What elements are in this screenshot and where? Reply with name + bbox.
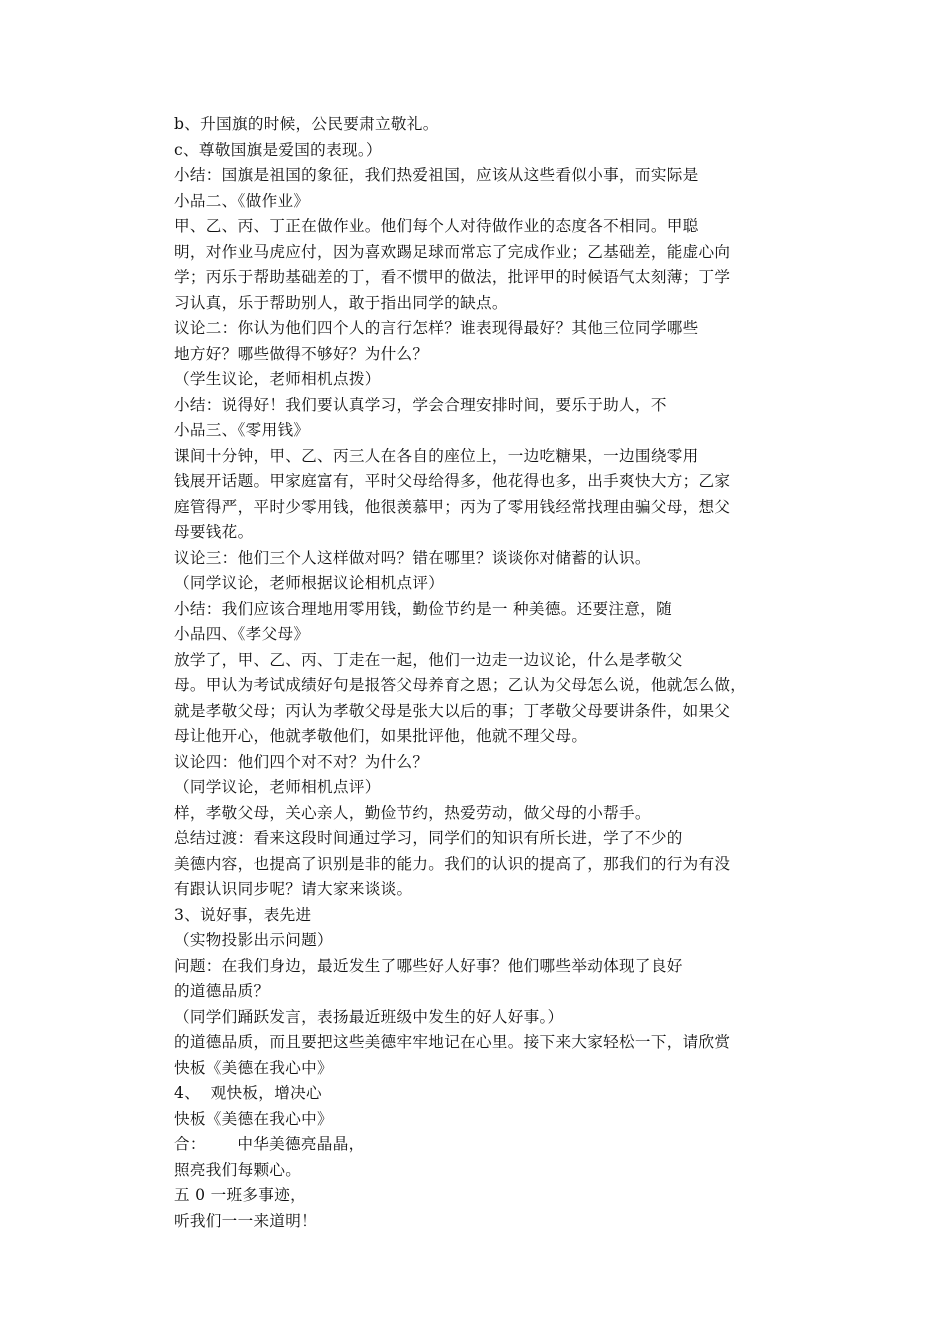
text-line: 议论二：你认为他们四个人的言行怎样？谁表现得最好？其他三位同学哪些 (174, 319, 699, 337)
text-line: 问题：在我们身边，最近发生了哪些好人好事？他们哪些举动体现了良好 (174, 956, 683, 975)
text-line: 地方好？哪些做得不够好？为什么？ (174, 344, 429, 363)
text-line: 有跟认识同步呢？请大家来谈谈。 (174, 880, 413, 898)
text-line: 议论四：他们四个对不对？为什么？ (174, 752, 429, 771)
section-heading: 4、 观快板，增决心 (174, 1084, 322, 1102)
verse-line: 照亮我们每颗心。 (174, 1160, 302, 1179)
text-line: 样，孝敬父母，关心亲人，勤俭节约，热爱劳动，做父母的小帮手。 (174, 803, 651, 822)
text-line: 小结：我们应该合理地用零用钱，勤俭节约是一 种美德。还要注意，随 (174, 599, 672, 618)
text-line: 母要钱花。 (174, 523, 254, 541)
text-line: b、升国旗的时候，公民要肃立敬礼。 (174, 115, 439, 133)
document-body (174, 112, 784, 1234)
text-line: 学；丙乐于帮助基础差的丁，看不惯甲的做法，批评甲的时候语气太刻薄；丁学 (174, 268, 731, 286)
text-line: 议论三：他们三个人这样做对吗？错在哪里？谈谈你对储蓄的认识。 (174, 548, 651, 567)
text-line: 母让他开心，他就孝敬他们，如果批评他，他就不理父母。 (174, 727, 588, 745)
text-line: 的道德品质，而且要把这些美德牢牢地记在心里。接下来大家轻松一下，请欣赏 (174, 1033, 731, 1051)
text-line: （同学议论，老师根据议论相机点评） (174, 574, 445, 592)
text-line: 快板《美德在我心中》 (174, 1109, 333, 1128)
section-heading: 3、说好事，表先进 (174, 905, 312, 924)
text-line: 明，对作业马虎应付，因为喜欢踢足球而常忘了完成作业；乙基础差，能虚心向 (174, 242, 731, 261)
text-line: 母。甲认为考试成绩好句是报答父母养育之恩；乙认为父母怎么说，他就怎么做， (174, 676, 747, 694)
text-line: （学生议论，老师相机点拨） (174, 370, 381, 388)
text-line: 小结：国旗是祖国的象征，我们热爱祖国，应该从这些看似小事，而实际是 (174, 166, 699, 184)
section-heading: 小品三、《零用钱》 (174, 421, 310, 439)
text-line: 的道德品质？ (174, 982, 270, 1000)
text-line: c、尊敬国旗是爱国的表现。） (174, 140, 382, 159)
text-line: 就是孝敬父母；丙认为孝敬父母是张大以后的事；丁孝敬父母要讲条件，如果父 (174, 701, 731, 720)
text-line: 放学了，甲、乙、丙、丁走在一起，他们一边走一边议论，什么是孝敬父 (174, 650, 683, 669)
text-line: （同学议论，老师相机点评） (174, 778, 381, 796)
text-line: 习认真，乐于帮助别人，敢于指出同学的缺点。 (174, 293, 508, 312)
verse-line: 合： 中华美德亮晶晶， (174, 1135, 365, 1153)
text-line: 庭管得严，平时少零用钱，他很羡慕甲；丙为了零用钱经常找理由骗父母，想父 (174, 497, 731, 516)
section-heading: 小品四、《孝父母》 (174, 625, 310, 643)
text-line: 甲、乙、丙、丁正在做作业。他们每个人对待做作业的态度各不相同。甲聪 (174, 217, 699, 235)
text-line: 课间十分钟，甲、乙、丙三人在各自的座位上，一边吃糖果，一边围绕零用 (174, 446, 699, 465)
text-line: （同学们踊跃发言，表扬最近班级中发生的好人好事。） (174, 1007, 564, 1026)
text-line: 美德内容，也提高了识别是非的能力。我们的认识的提高了，那我们的行为有没 (174, 854, 731, 873)
text-line: 小结：说得好！我们要认真学习，学会合理安排时间，要乐于助人，不 (174, 395, 667, 414)
section-heading: 小品二、《做作业》 (174, 191, 310, 210)
verse-line: 听我们一一来道明！ (174, 1211, 318, 1230)
text-line: 钱展开话题。甲家庭富有，平时父母给得多，他花得也多，出手爽快大方；乙家 (174, 472, 731, 490)
text-line: 总结过渡：看来这段时间通过学习，同学们的知识有所长进，学了不少的 (174, 829, 683, 847)
text-line: （实物投影出示问题） (174, 931, 333, 949)
verse-line: 五 0 一班多事迹， (174, 1186, 306, 1204)
text-line: 快板《美德在我心中》 (174, 1058, 333, 1077)
